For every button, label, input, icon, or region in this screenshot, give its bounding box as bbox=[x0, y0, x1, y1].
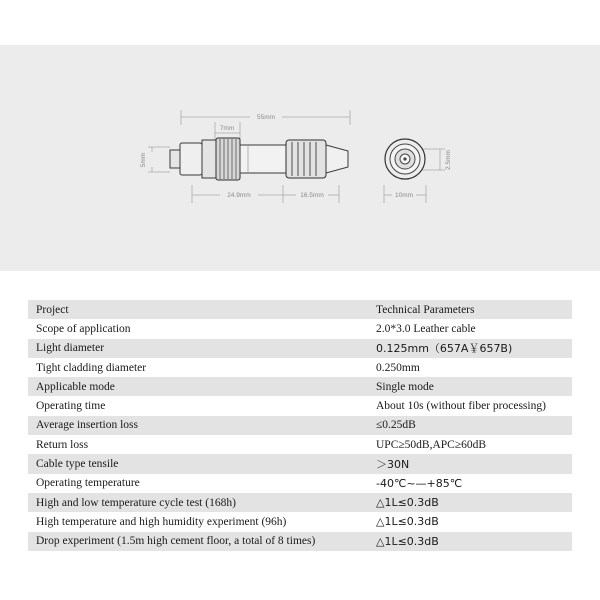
table-header-row bbox=[28, 300, 572, 319]
row-project: Operating temperature bbox=[36, 477, 140, 490]
row-project: Operating time bbox=[36, 400, 106, 413]
row-project: Average insertion loss bbox=[28, 416, 368, 435]
row-project: Scope of application bbox=[36, 322, 131, 335]
row-project: Tight cladding diameter bbox=[36, 361, 147, 374]
row-project: High temperature and high humidity experiment (96h) bbox=[36, 515, 287, 528]
table-row bbox=[28, 512, 572, 531]
connector-side-view bbox=[170, 138, 348, 180]
technical-parameters-table bbox=[28, 300, 572, 551]
connector-diagram-panel bbox=[0, 45, 600, 271]
table-row bbox=[28, 396, 572, 415]
dim-label-front-height: 2.5mm bbox=[445, 150, 452, 170]
row-value: ≤0.25dB bbox=[368, 416, 572, 435]
table-row bbox=[28, 358, 572, 377]
dim-label-nut: 7mm bbox=[219, 125, 235, 132]
row-value: 0.250mm bbox=[376, 361, 420, 374]
table-row bbox=[28, 532, 572, 551]
table-row bbox=[28, 416, 572, 435]
table-row bbox=[28, 474, 572, 493]
dim-label-height: 5mm bbox=[140, 152, 147, 168]
row-project: Applicable mode bbox=[28, 377, 368, 396]
table-row bbox=[28, 339, 572, 358]
table-row bbox=[28, 377, 572, 396]
row-value: UPC≥50dB,APC≥60dB bbox=[376, 438, 487, 451]
header-project: Project bbox=[28, 300, 368, 319]
row-value: △1L≤0.3dB bbox=[376, 515, 439, 529]
header-technical-parameters: Technical Parameters bbox=[368, 300, 572, 319]
dim-label-overall: 55mm bbox=[256, 114, 276, 121]
dim-label-boot: 16.5mm bbox=[300, 192, 324, 199]
table-row bbox=[28, 435, 572, 454]
dim-label-front-width: 10mm bbox=[394, 192, 414, 199]
dim-label-body: 24.9mm bbox=[227, 192, 251, 199]
row-project: High and low temperature cycle test (168h) bbox=[28, 493, 368, 512]
row-value: -40℃~—+85℃ bbox=[376, 476, 463, 490]
row-project: Cable type tensile bbox=[28, 454, 368, 473]
table-row bbox=[28, 319, 572, 338]
row-value: 2.0*3.0 Leather cable bbox=[376, 322, 476, 335]
row-value: 0.125mm（657A￥657B) bbox=[368, 339, 572, 358]
row-value: △1L≤0.3dB bbox=[368, 532, 572, 551]
connector-dimension-drawing bbox=[0, 45, 600, 271]
row-value: About 10s (without fiber processing) bbox=[376, 400, 546, 413]
row-project: Return loss bbox=[36, 438, 89, 451]
row-project: Light diameter bbox=[28, 339, 368, 358]
row-value: Single mode bbox=[368, 377, 572, 396]
connector-front-view bbox=[385, 139, 425, 179]
table-row bbox=[28, 493, 572, 512]
table-row bbox=[28, 454, 572, 473]
row-value: △1L≤0.3dB bbox=[368, 493, 572, 512]
row-value: ＞30N bbox=[368, 454, 572, 473]
row-project: Drop experiment (1.5m high cement floor, a total of 8 times) bbox=[28, 532, 368, 551]
